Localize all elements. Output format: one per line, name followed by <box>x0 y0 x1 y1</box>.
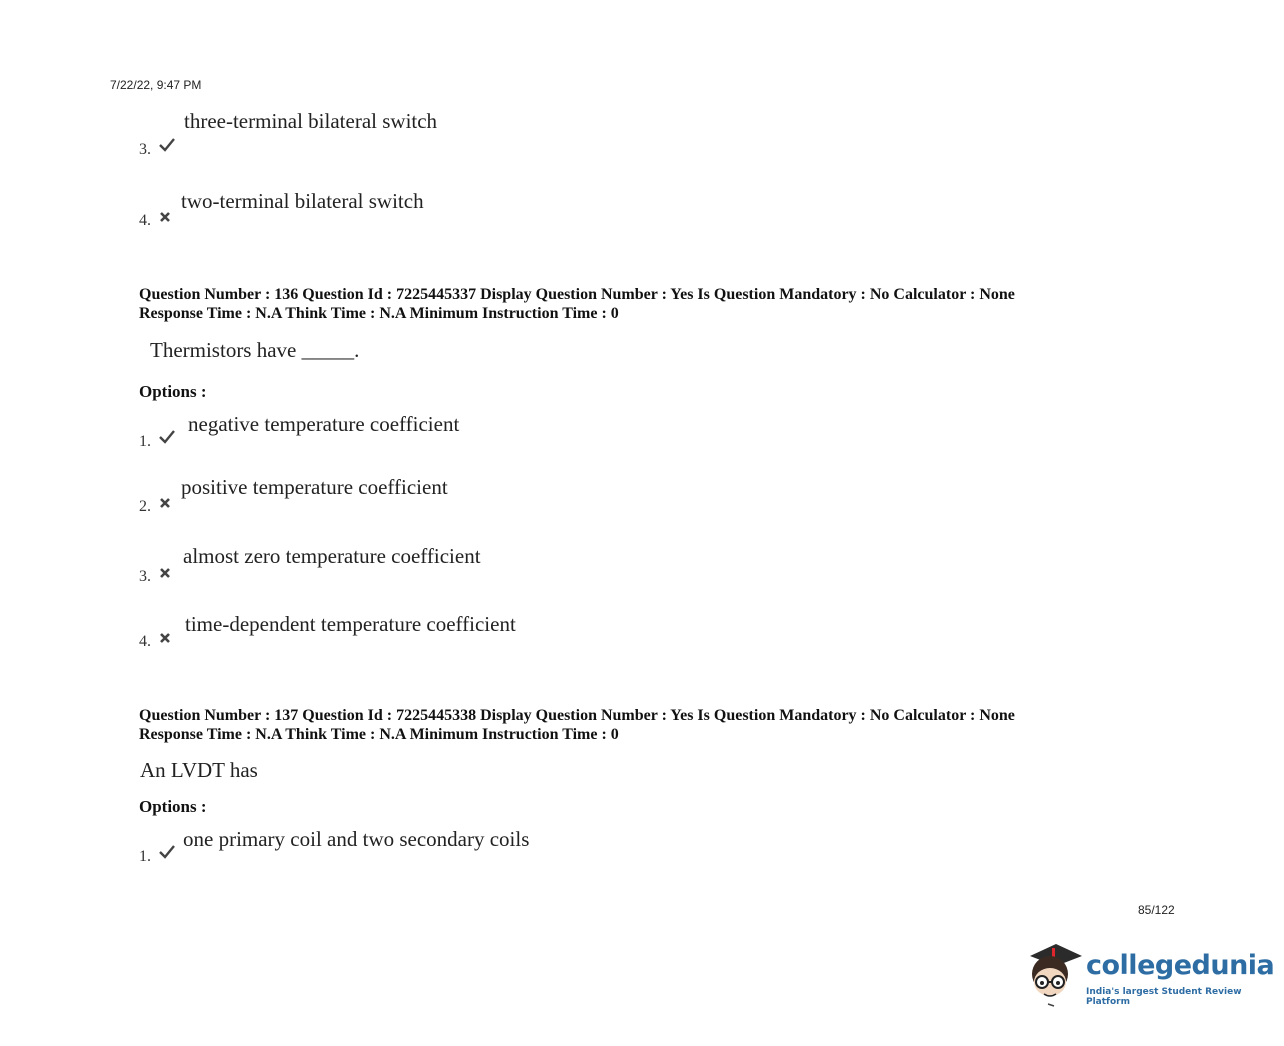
option-number-label: 4. <box>139 212 151 229</box>
option-number-label: 3. <box>139 568 151 585</box>
check-icon <box>159 430 175 444</box>
question-text: An LVDT has <box>140 758 258 782</box>
options-label: Options : <box>139 382 207 401</box>
option-text: almost zero temperature coefficient <box>183 544 481 568</box>
brand-name: collegedunia <box>1086 950 1275 981</box>
option-number-label: 4. <box>139 633 151 650</box>
option-number <box>139 138 175 159</box>
option-number <box>139 632 171 651</box>
option-number <box>139 430 175 451</box>
option-number <box>139 211 171 230</box>
option-text: time-dependent temperature coefficient <box>185 612 516 636</box>
option-text: negative temperature coefficient <box>188 412 460 436</box>
brand-tagline: India's largest Student Review Platform <box>1086 987 1242 1007</box>
option-text: two-terminal bilateral switch <box>181 189 424 213</box>
option-number <box>139 845 175 866</box>
cross-icon <box>159 567 171 579</box>
option-text: one primary coil and two secondary coils <box>183 827 530 851</box>
question-meta-line1: Question Number : 137 Question Id : 7225445338 Display Question Number : Yes Is Question Mandatory : No Calculator : None <box>139 707 1015 724</box>
question-meta-line2: Response Time : N.A Think Time : N.A Minimum Instruction Time : 0 <box>139 305 619 322</box>
option-number-label: 3. <box>139 141 151 158</box>
question-text: Thermistors have _____. <box>150 338 360 362</box>
option-number-label: 1. <box>139 848 151 865</box>
print-timestamp: 7/22/22, 9:47 PM <box>110 78 202 92</box>
check-icon <box>159 138 175 152</box>
collegedunia-logo <box>1022 938 1275 1010</box>
options-label: Options : <box>139 797 207 816</box>
page-number: 85/122 <box>1138 903 1175 917</box>
question-meta-line2: Response Time : N.A Think Time : N.A Minimum Instruction Time : 0 <box>139 726 619 743</box>
mascot-icon <box>1022 938 1084 1010</box>
option-number-label: 1. <box>139 433 151 450</box>
cross-icon <box>159 497 171 509</box>
option-number <box>139 497 171 516</box>
option-number <box>139 567 171 586</box>
option-number-label: 2. <box>139 498 151 515</box>
cross-icon <box>159 211 171 223</box>
check-icon <box>159 845 175 859</box>
question-meta-line1: Question Number : 136 Question Id : 7225445337 Display Question Number : Yes Is Question Mandatory : No Calculator : None <box>139 286 1015 303</box>
option-text: three-terminal bilateral switch <box>184 109 438 133</box>
cross-icon <box>159 632 171 644</box>
option-text: positive temperature coefficient <box>181 475 448 499</box>
